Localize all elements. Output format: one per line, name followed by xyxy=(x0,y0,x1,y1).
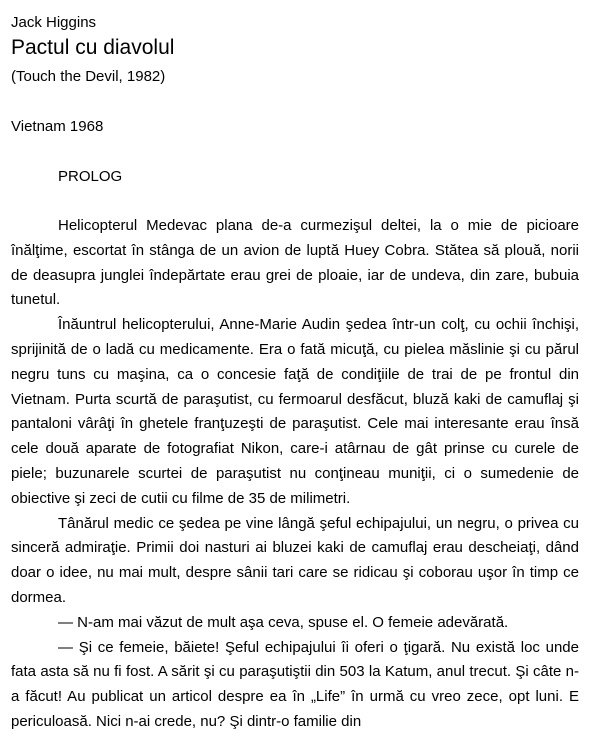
body-text xyxy=(11,214,579,735)
chapter-heading: PROLOG xyxy=(58,168,123,185)
setting-heading: Vietnam 1968 xyxy=(11,118,104,135)
original-title: (Touch the Devil, 1982) xyxy=(11,68,166,85)
paragraph: Helicopterul Medevac plana de-a curmezişul deltei, la o mie de picioare înălţime, escortat în stânga de un avion de luptă Huey Cobra. Stătea să plouă, norii de deasupra junglei îndepărtate erau grei de ploaie, iar de undeva, din zare, bubuia tunetul. xyxy=(11,217,579,309)
paragraph: Înăuntrul helicopterului, Anne-Marie Audin şedea într-un colţ, cu ochii închişi, sprijinită de o ladă cu medicamente. Era o fată micuţă, cu pielea măslinie şi cu părul negru tuns cu maşina, ca o concesie faţă de condiţiile de trai de pe frontul din Vietnam. Purta scurtă de paraşutist, cu fermoarul desfăcut, bluză kaki de camuflaj şi pantaloni vârâţi în ghetele franţuzeşti de paraşutist. Cele mai interesante erau însă cele două aparate de fotografiat Nikon, care-i atârnau de gât prinse cu curele de piele; buzunarele scurtei de paraşutist nu conţineau muniţii, ci o sumedenie de obiective şi zeci de cutii cu filme de 35 de milimetri. xyxy=(11,316,579,507)
book-title: Pactul cu diavolul xyxy=(11,36,175,59)
paragraph: — Şi ce femeie, băiete! Şeful echipajului îi oferi o ţigară. Nu există loc unde fata asta să nu fi fost. A sărit şi cu paraşutiştii din 503 la Katum, anul trecut. Şi câte n-a făcut! Au publicat un articol despre ea în „Life” în urmă cu vreo zece, opt luni. E periculoasă. Nici n-ai crede, nu? Şi dintr-o familie din xyxy=(11,638,579,730)
paragraph: Tânărul medic ce şedea pe vine lângă şeful echipajului, un negru, o privea cu sinceră admiraţie. Primii doi nasturi ai bluzei kaki de camuflaj erau descheiaţi, dând doar o idee, nu mai mult, despre sânii tari care se ridicau şi coborau uşor în timp ce dormea. xyxy=(11,514,579,606)
book-author: Jack Higgins xyxy=(11,14,97,31)
paragraph: — N-am mai văzut de mult aşa ceva, spuse el. O femeie adevărată. xyxy=(58,613,509,631)
